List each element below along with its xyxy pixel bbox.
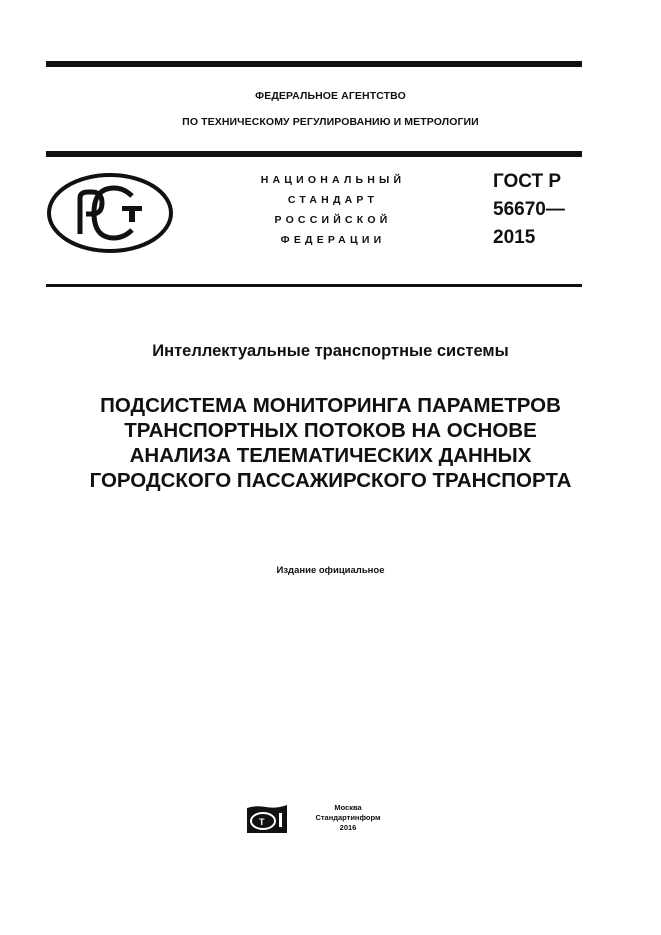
title-line: АНАЛИЗА ТЕЛЕМАТИЧЕСКИХ ДАННЫХ — [129, 444, 532, 467]
standard-type-line: НАЦИОНАЛЬНЫЙ — [260, 174, 406, 186]
title-line: ГОРОДСКОГО ПАССАЖИРСКОГО ТРАНСПОРТА — [89, 469, 572, 492]
bottom-rule — [46, 284, 582, 287]
standartinform-logo-icon — [246, 804, 288, 834]
document-title — [0, 393, 661, 493]
publisher-city: Москва — [334, 803, 362, 812]
edition-label: Издание официальное — [276, 565, 385, 576]
designation-line-2: 56670— — [493, 199, 565, 220]
publisher-info — [308, 803, 388, 833]
agency-line-1: ФЕДЕРАЛЬНОЕ АГЕНТСТВО — [255, 90, 406, 102]
document-subject: Интеллектуальные транспортные системы — [152, 342, 509, 360]
standard-type-block — [238, 170, 428, 250]
agency-line-2: ПО ТЕХНИЧЕСКОМУ РЕГУЛИРОВАНИЮ И МЕТРОЛОГИИ — [182, 116, 479, 128]
middle-rule — [46, 151, 582, 157]
title-line: ПОДСИСТЕМА МОНИТОРИНГА ПАРАМЕТРОВ — [100, 394, 561, 417]
standard-type-line: РОССИЙСКОЙ — [274, 214, 392, 226]
designation-line-3: 2015 — [493, 227, 536, 248]
publisher-year: 2016 — [339, 823, 357, 832]
title-line: ТРАНСПОРТНЫХ ПОТОКОВ НА ОСНОВЕ — [124, 419, 537, 442]
top-rule — [46, 61, 582, 67]
publisher-name: Стандартинформ — [315, 813, 381, 822]
svg-text:Т: Т — [259, 817, 265, 827]
standard-designation — [493, 168, 565, 252]
designation-line-1: ГОСТ Р — [493, 171, 562, 192]
standard-type-line: ФЕДЕРАЦИИ — [280, 234, 386, 246]
standard-type-line: СТАНДАРТ — [287, 194, 379, 206]
rst-gost-logo-icon — [46, 172, 174, 254]
